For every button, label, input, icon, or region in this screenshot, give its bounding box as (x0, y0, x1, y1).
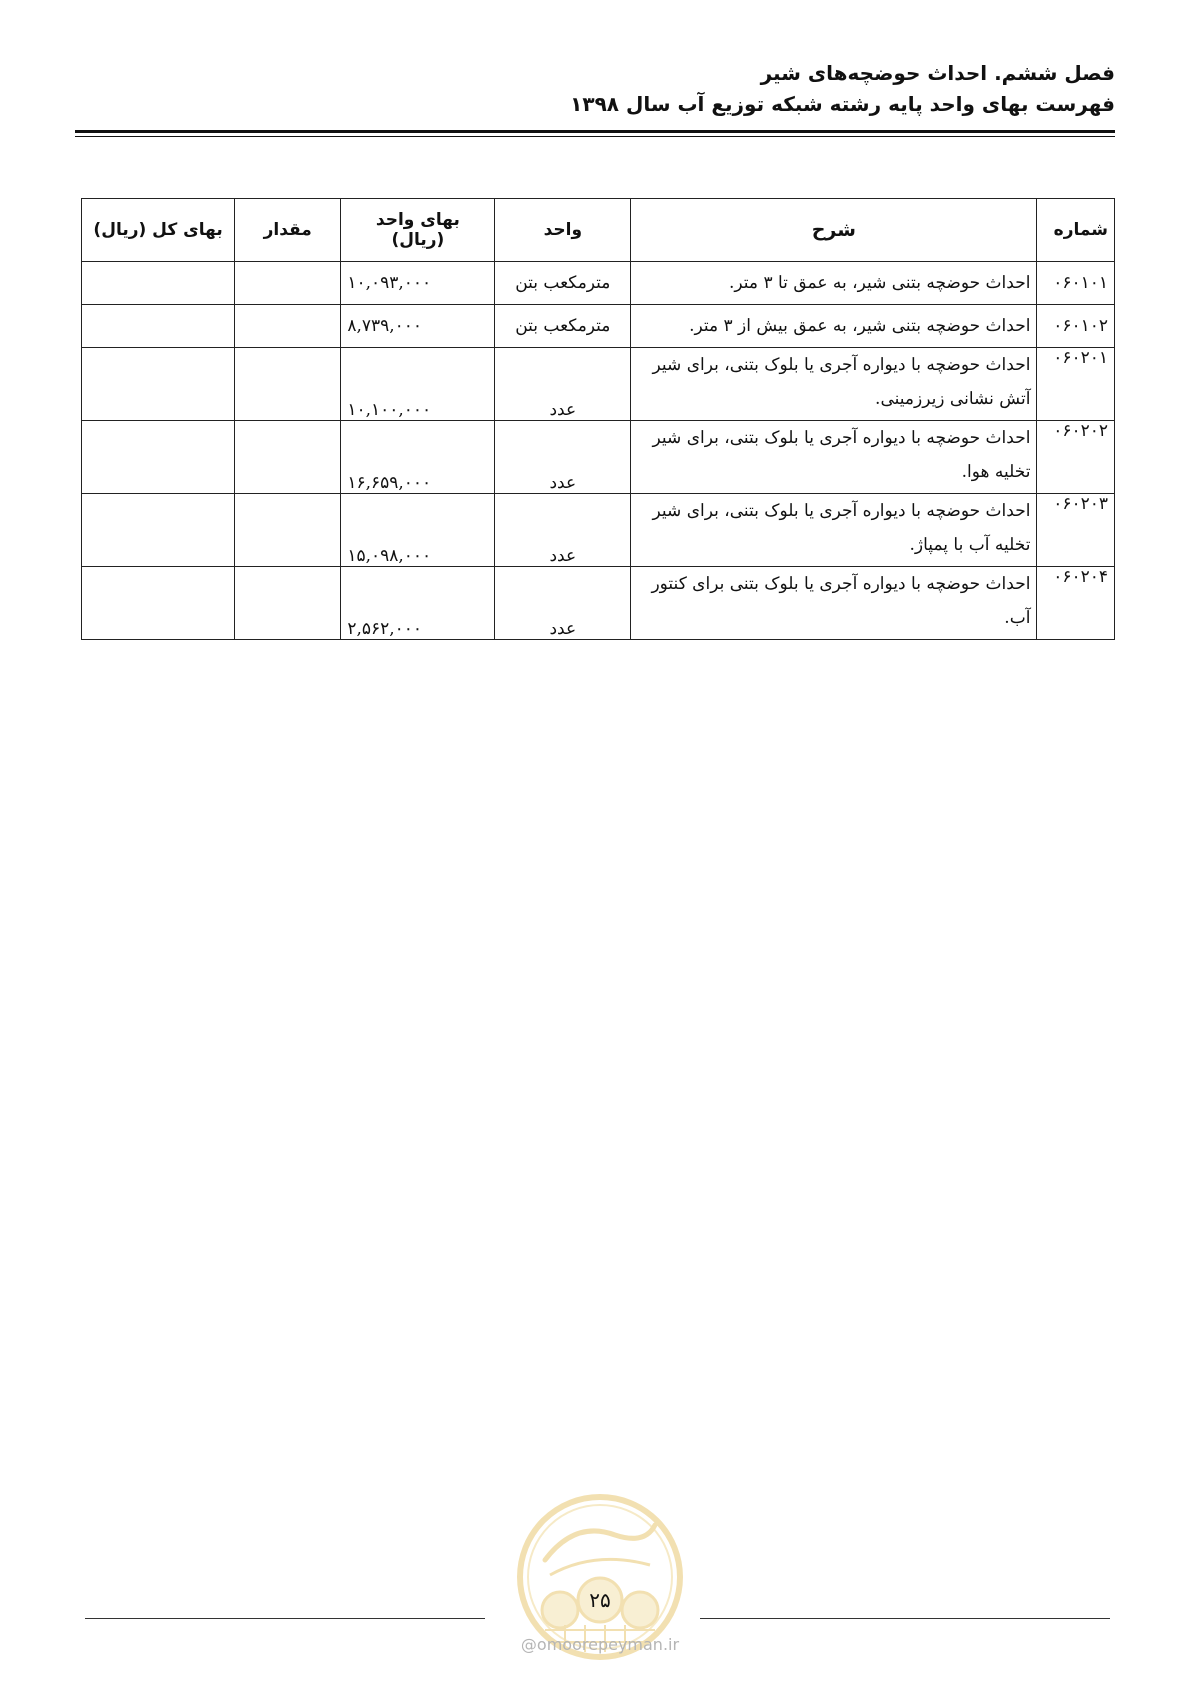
row-quantity (235, 305, 341, 348)
row-unit: عدد (495, 421, 631, 494)
website-watermark: @omoorepeyman.ir (520, 1635, 680, 1654)
header-description: شرح (631, 199, 1037, 262)
row-description: احداث حوضچه با دیواره آجری یا بلوک بتنی، برای شیر تخلیه آب با پمپاژ. (631, 494, 1037, 567)
row-quantity (235, 421, 341, 494)
header-rule-thick (75, 130, 1115, 133)
table-row (82, 262, 1115, 305)
row-unit-price: ۱۵,۰۹۸,۰۰۰ (341, 494, 495, 567)
row-number: ۰۶۰۱۰۲ (1037, 305, 1115, 348)
row-unit-price: ۲,۵۶۲,۰۰۰ (341, 567, 495, 640)
row-description: احداث حوضچه با دیواره آجری یا بلوک بتنی، برای شیر آتش نشانی زیرزمینی. (631, 348, 1037, 421)
row-total-price (82, 305, 235, 348)
table-row (82, 494, 1115, 567)
row-quantity (235, 494, 341, 567)
row-unit: عدد (495, 494, 631, 567)
row-unit-price: ۱۰,۱۰۰,۰۰۰ (341, 348, 495, 421)
row-total-price (82, 567, 235, 640)
row-unit: عدد (495, 348, 631, 421)
header-quantity: مقدار (235, 199, 341, 262)
row-unit-price: ۱۰,۰۹۳,۰۰۰ (341, 262, 495, 305)
row-total-price (82, 348, 235, 421)
row-number: ۰۶۰۲۰۴ (1037, 567, 1115, 640)
book-title: فهرست بهای واحد پایه رشته شبکه توزیع آب سال ۱۳۹۸ (570, 92, 1115, 116)
row-description: احداث حوضچه با دیواره آجری یا بلوک بتنی، برای شیر تخلیه هوا. (631, 421, 1037, 494)
page-header (75, 58, 1115, 120)
page-number: ۲۵ (589, 1588, 611, 1612)
row-quantity (235, 348, 341, 421)
row-total-price (82, 421, 235, 494)
row-unit: مترمکعب بتن (495, 262, 631, 305)
row-total-price (82, 494, 235, 567)
row-number: ۰۶۰۲۰۱ (1037, 348, 1115, 421)
row-description: احداث حوضچه بتنی شیر، به عمق بیش از ۳ متر. (631, 305, 1037, 348)
footer-rule-left (700, 1618, 1110, 1619)
chapter-title: فصل ششم. احداث حوضچه‌های شیر (760, 61, 1115, 85)
table-row (82, 305, 1115, 348)
header-total-price: بهای کل (ریال) (82, 199, 235, 262)
row-unit: مترمکعب بتن (495, 305, 631, 348)
header-number: شماره (1037, 199, 1115, 262)
header-unit: واحد (495, 199, 631, 262)
row-number: ۰۶۰۱۰۱ (1037, 262, 1115, 305)
row-quantity (235, 262, 341, 305)
header-unit-price: بهای واحد (ریال) (341, 199, 495, 262)
row-number: ۰۶۰۲۰۲ (1037, 421, 1115, 494)
table-row (82, 421, 1115, 494)
header-rule-thin (75, 136, 1115, 137)
row-number: ۰۶۰۲۰۳ (1037, 494, 1115, 567)
row-unit-price: ۸,۷۳۹,۰۰۰ (341, 305, 495, 348)
price-table (81, 198, 1115, 640)
row-total-price (82, 262, 235, 305)
row-unit: عدد (495, 567, 631, 640)
row-description: احداث حوضچه با دیواره آجری یا بلوک بتنی برای کنتور آب. (631, 567, 1037, 640)
table-header-row (82, 199, 1115, 262)
row-unit-price: ۱۶,۶۵۹,۰۰۰ (341, 421, 495, 494)
row-description: احداث حوضچه بتنی شیر، به عمق تا ۳ متر. (631, 262, 1037, 305)
table-row (82, 567, 1115, 640)
row-quantity (235, 567, 341, 640)
table-row (82, 348, 1115, 421)
footer-rule-right (85, 1618, 485, 1619)
